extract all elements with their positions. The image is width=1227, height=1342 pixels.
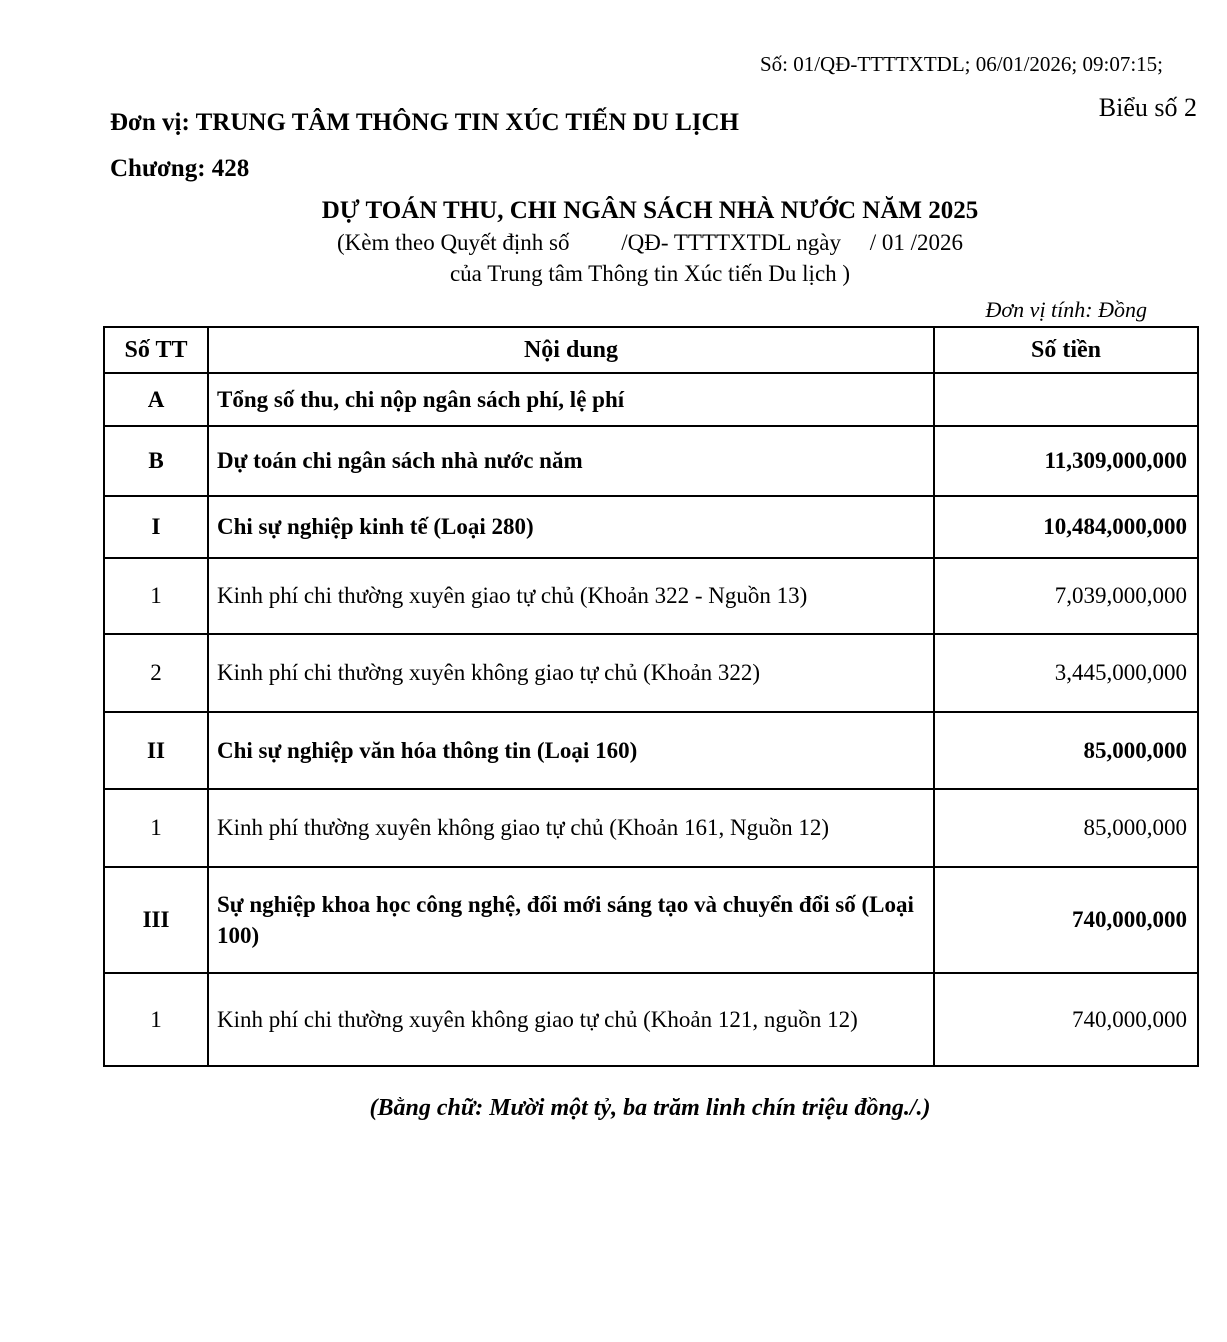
row-amount: 85,000,000 xyxy=(934,789,1198,867)
row-stt: I xyxy=(104,496,208,558)
row-content: Kinh phí chi thường xuyên không giao tự chủ (Khoản 121, nguồn 12) xyxy=(208,973,934,1066)
form-number: Biểu số 2 xyxy=(1098,93,1197,122)
document-subtitle-line1: (Kèm theo Quyết định số /QĐ- TTTTXTDL ngày / 01 /2026 xyxy=(336,230,964,255)
row-content: Kinh phí thường xuyên không giao tự chủ (Khoản 161, Nguồn 12) xyxy=(208,789,934,867)
table-row xyxy=(104,634,1198,712)
row-content: Chi sự nghiệp kinh tế (Loại 280) xyxy=(208,496,934,558)
document-subtitle-line2: của Trung tâm Thông tin Xúc tiến Du lịch ) xyxy=(449,261,851,286)
row-amount: 10,484,000,000 xyxy=(934,496,1198,558)
row-stt: A xyxy=(104,373,208,426)
row-amount xyxy=(934,373,1198,426)
document-content xyxy=(103,197,1197,1122)
row-stt: 1 xyxy=(104,973,208,1066)
table-row xyxy=(104,712,1198,789)
row-content: Chi sự nghiệp văn hóa thông tin (Loại 160) xyxy=(208,712,934,789)
table-row xyxy=(104,496,1198,558)
row-content: Kinh phí chi thường xuyên giao tự chủ (Khoản 322 - Nguồn 13) xyxy=(208,558,934,634)
table-row xyxy=(104,558,1198,634)
row-content: Tổng số thu, chi nộp ngân sách phí, lệ phí xyxy=(208,373,934,426)
row-stt: 1 xyxy=(104,789,208,867)
row-amount: 740,000,000 xyxy=(934,867,1198,973)
currency-unit-note: Đơn vị tính: Đồng xyxy=(985,297,1147,322)
col-header-stt: Số TT xyxy=(104,327,208,373)
table-row xyxy=(104,789,1198,867)
doc-number-line: Số: 01/QĐ-TTTTXTDL; 06/01/2026; 09:07:15; xyxy=(759,52,1163,76)
row-content: Kinh phí chi thường xuyên không giao tự chủ (Khoản 322) xyxy=(208,634,934,712)
unit-header-row xyxy=(110,93,1197,139)
row-content: Sự nghiệp khoa học công nghệ, đổi mới sáng tạo và chuyển đổi số (Loại 100) xyxy=(208,867,934,973)
unit-name: Đơn vị: TRUNG TÂM THÔNG TIN XÚC TIẾN DU LỊCH xyxy=(110,109,740,136)
document-page xyxy=(0,52,1227,1122)
row-stt: 1 xyxy=(104,558,208,634)
chapter-line: Chương: 428 xyxy=(110,155,250,182)
budget-table xyxy=(103,326,1199,1067)
row-amount: 7,039,000,000 xyxy=(934,558,1198,634)
table-row xyxy=(104,867,1198,973)
row-stt: B xyxy=(104,426,208,496)
amount-in-words: (Bằng chữ: Mười một tỷ, ba trăm linh chín triệu đồng./.) xyxy=(369,1095,931,1121)
row-content: Dự toán chi ngân sách nhà nước năm xyxy=(208,426,934,496)
document-title: DỰ TOÁN THU, CHI NGÂN SÁCH NHÀ NƯỚC NĂM 2025 xyxy=(321,197,979,224)
row-stt: II xyxy=(104,712,208,789)
row-amount: 740,000,000 xyxy=(934,973,1198,1066)
table-row xyxy=(104,373,1198,426)
row-amount: 85,000,000 xyxy=(934,712,1198,789)
row-amount: 3,445,000,000 xyxy=(934,634,1198,712)
col-header-amount: Số tiền xyxy=(934,327,1198,373)
col-header-content: Nội dung xyxy=(208,327,934,373)
table-header-row xyxy=(104,327,1198,373)
row-stt: 2 xyxy=(104,634,208,712)
row-amount: 11,309,000,000 xyxy=(934,426,1198,496)
table-row xyxy=(104,426,1198,496)
row-stt: III xyxy=(104,867,208,973)
table-row xyxy=(104,973,1198,1066)
